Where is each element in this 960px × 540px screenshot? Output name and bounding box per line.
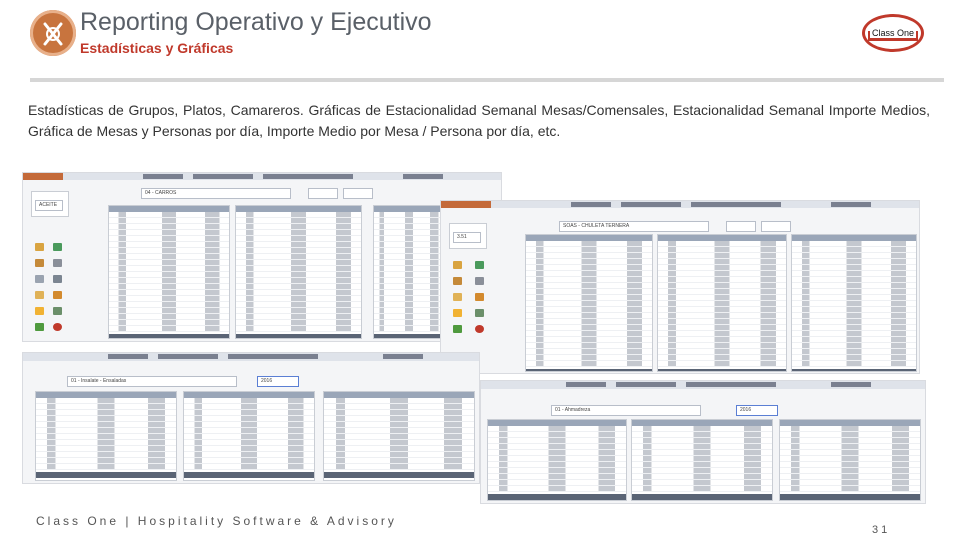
sidebar-panel: [31, 191, 69, 217]
chart-icon: [53, 243, 62, 251]
users-icon: [475, 309, 484, 317]
folder-icon: [35, 243, 44, 251]
dish-select[interactable]: SOAS - CHULETA TERNERA: [559, 221, 709, 232]
cutlery-icon: [30, 10, 76, 56]
calculator-icon: [35, 275, 44, 283]
data-table-2: [657, 234, 787, 372]
power-icon: [53, 323, 62, 331]
data-table-1: [525, 234, 653, 372]
data-table-2: [183, 391, 315, 481]
folder-open-icon: [35, 291, 44, 299]
sidebar-panel: [449, 223, 487, 249]
brand-name: Class One: [871, 28, 915, 38]
select-3[interactable]: [761, 221, 791, 232]
sidebar-button[interactable]: 3.51: [453, 232, 481, 243]
header-divider: [30, 78, 944, 82]
back-arrow-icon: [35, 323, 44, 331]
people-icon: [53, 259, 62, 267]
page-subtitle: Estadísticas y Gráficas: [80, 40, 234, 56]
screenshot-category-stats: [22, 352, 480, 484]
star-icon: [35, 307, 44, 315]
bar-chart-icon: [475, 293, 484, 301]
data-table-1: [487, 419, 627, 501]
year-select[interactable]: 2016: [736, 405, 778, 416]
page-number: 31: [872, 524, 891, 536]
select-2[interactable]: [308, 188, 338, 199]
data-table-3: [779, 419, 921, 501]
users-icon: [53, 307, 62, 315]
folder-icon: [453, 261, 462, 269]
screenshot-dish-stats: [440, 200, 920, 374]
data-table-1: [108, 205, 230, 339]
bar-chart-icon: [53, 291, 62, 299]
waiter-select[interactable]: 01 - Ahmadreza: [551, 405, 701, 416]
back-arrow-icon: [453, 325, 462, 333]
data-table-2: [631, 419, 773, 501]
app-logo: [30, 10, 76, 56]
people-icon: [475, 277, 484, 285]
data-table-1: [35, 391, 177, 481]
document-icon: [453, 277, 462, 285]
power-icon: [475, 325, 484, 333]
select-3[interactable]: [343, 188, 373, 199]
data-table-3: [373, 205, 445, 339]
data-table-3: [791, 234, 917, 372]
folder-open-icon: [453, 293, 462, 301]
select-2[interactable]: [726, 221, 756, 232]
data-table-3: [323, 391, 475, 481]
data-table-2: [235, 205, 362, 339]
star-icon: [453, 309, 462, 317]
sidebar-button[interactable]: ACEITE: [35, 200, 63, 211]
page-title: Reporting Operativo y Ejecutivo: [80, 8, 432, 36]
screenshot-group-stats: [22, 172, 502, 342]
footer-tagline: Class One | Hospitality Software & Advisory: [36, 514, 397, 528]
category-select[interactable]: 01 - Insalate - Ensaladas: [67, 376, 237, 387]
chart-icon: [475, 261, 484, 269]
description-text: Estadísticas de Grupos, Platos, Camareros. Gráficas de Estacionalidad Semanal Mesas/Comensales, Estacionalidad Semanal Importe Medios, Gráfica de Mesas y Personas por día, Importe Medio por Mesa / Persona por día, etc.: [28, 102, 930, 139]
screenshot-waiter-stats: [480, 380, 926, 504]
settings-icon: [53, 275, 62, 283]
group-select[interactable]: 04 - CARROS: [141, 188, 291, 199]
year-select[interactable]: 2016: [257, 376, 299, 387]
brand-logo: [862, 14, 924, 52]
document-icon: [35, 259, 44, 267]
